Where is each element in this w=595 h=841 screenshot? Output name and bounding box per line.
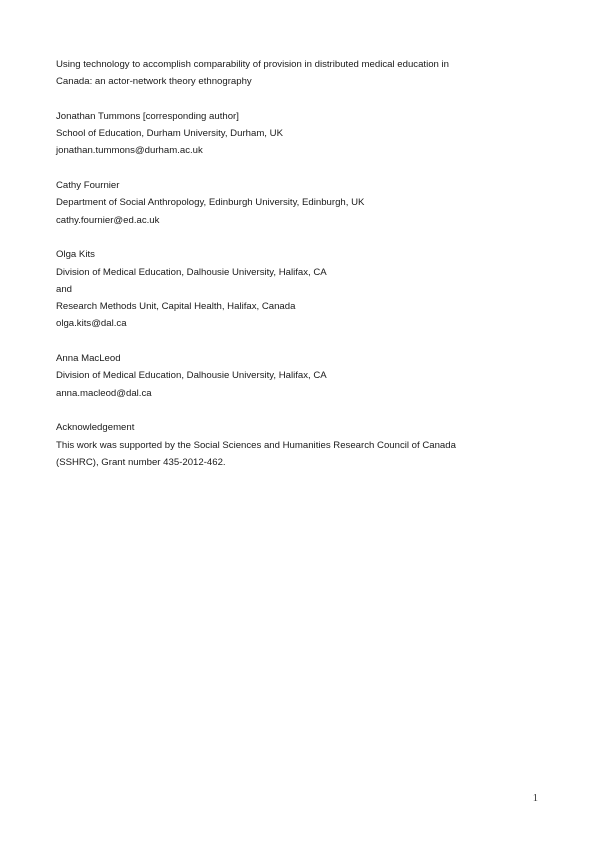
author-affiliation: Division of Medical Education, Dalhousie University, Halifax, CA [56,266,327,278]
author-email: jonathan.tummons@durham.ac.uk [56,145,203,157]
author-block-macleod [56,350,536,402]
author-block-kits [56,246,536,332]
author-block-tummons [56,108,536,160]
acknowledgement-section [56,419,536,471]
affiliation-connector: and [56,283,73,295]
author-affiliation-secondary: Research Methods Unit, Capital Health, Halifax, Canada [56,301,296,313]
author-affiliation: School of Education, Durham University, Durham, UK [56,128,283,140]
paper-title-line: Using technology to accomplish comparability of provision in distributed medical education in [56,59,450,70]
author-email: anna.macleod@dal.ca [56,387,152,399]
author-name: Olga Kits [56,249,95,261]
author-name: Cathy Fournier [56,180,120,192]
author-email: cathy.fournier@ed.ac.uk [56,214,160,226]
author-name: Jonathan Tummons [corresponding author] [56,110,239,122]
author-affiliation: Department of Social Anthropology, Edinburgh University, Edinburgh, UK [56,197,365,209]
page-number: 1 [532,793,538,804]
author-affiliation: Division of Medical Education, Dalhousie University, Halifax, CA [56,370,327,382]
acknowledgement-text-line: This work was supported by the Social Sciences and Humanities Research Council of Canada [56,439,456,451]
acknowledgement-text-line: (SSHRC), Grant number 435-2012-462. [56,456,226,468]
author-email: olga.kits@dal.ca [56,318,127,330]
paper-title [56,56,536,91]
acknowledgement-heading: Acknowledgement [56,422,135,434]
paper-title-line: Canada: an actor-network theory ethnography [56,76,252,88]
title-page-content [56,56,536,471]
author-name: Anna MacLeod [56,353,121,365]
author-block-fournier [56,177,536,229]
